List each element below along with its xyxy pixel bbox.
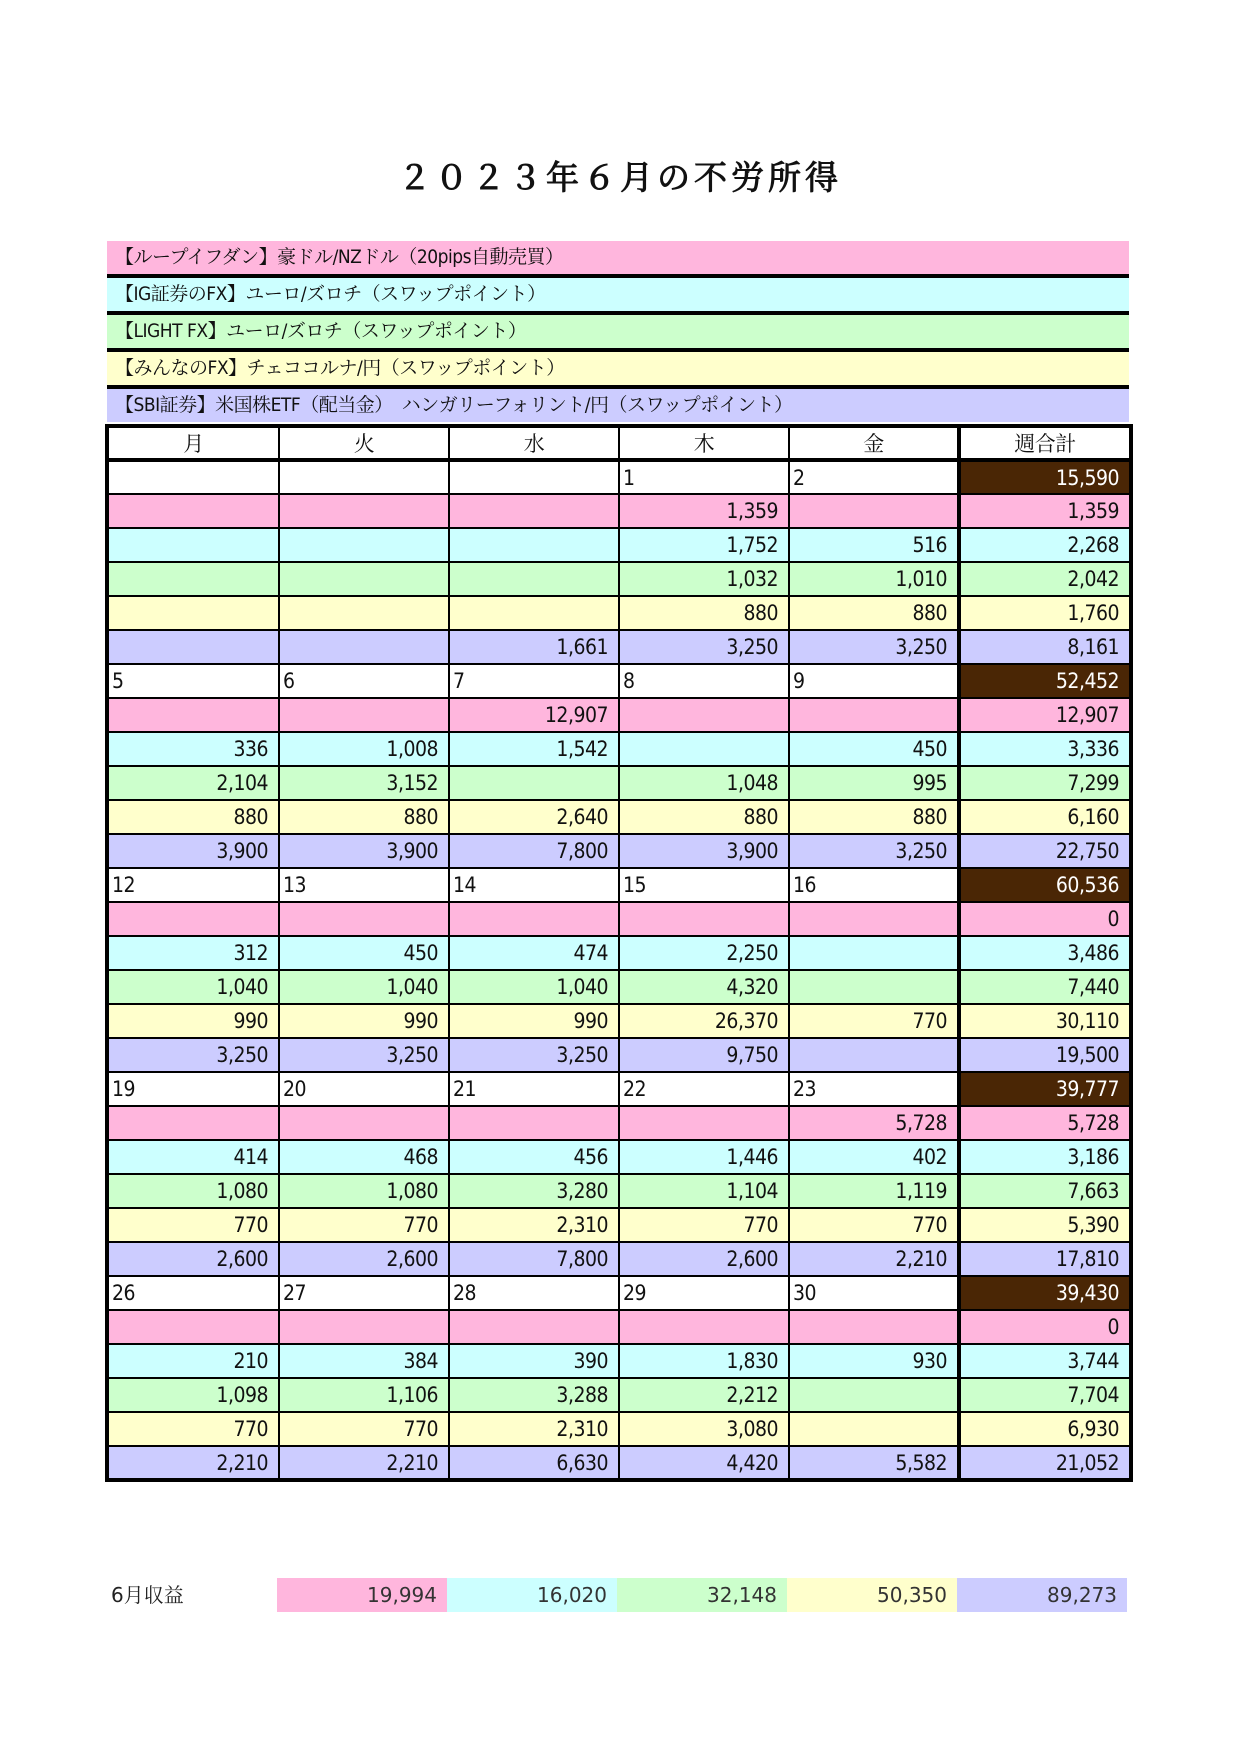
table-body	[107, 460, 1131, 1480]
summary-ig-fx: 16,020	[447, 1578, 617, 1612]
row-sum-cell: 30,110	[959, 1004, 1131, 1038]
income-cell: 3,250	[449, 1038, 619, 1072]
income-row-minna-fx	[107, 596, 1131, 630]
date-cell: 13	[279, 868, 449, 902]
week-date-row	[107, 664, 1131, 698]
income-cell	[107, 596, 279, 630]
income-cell: 7,800	[449, 1242, 619, 1276]
row-sum-cell: 2,268	[959, 528, 1131, 562]
income-cell	[449, 1310, 619, 1344]
income-cell	[107, 1106, 279, 1140]
row-sum-cell: 1,760	[959, 596, 1131, 630]
header-thu: 木	[619, 426, 789, 460]
income-cell: 5,728	[789, 1106, 959, 1140]
income-row-loop-ifdone	[107, 1310, 1131, 1344]
header-row	[107, 426, 1131, 460]
header-mon: 月	[107, 426, 279, 460]
date-cell: 29	[619, 1276, 789, 1310]
row-sum-cell: 3,744	[959, 1344, 1131, 1378]
row-sum-cell: 0	[959, 902, 1131, 936]
date-cell: 20	[279, 1072, 449, 1106]
income-cell: 880	[789, 596, 959, 630]
row-sum-cell: 5,728	[959, 1106, 1131, 1140]
income-row-minna-fx	[107, 1208, 1131, 1242]
week-date-row	[107, 1276, 1131, 1310]
income-cell: 1,080	[107, 1174, 279, 1208]
income-cell	[619, 732, 789, 766]
income-cell: 3,250	[279, 1038, 449, 1072]
header-tue: 火	[279, 426, 449, 460]
income-cell: 4,320	[619, 970, 789, 1004]
date-cell: 16	[789, 868, 959, 902]
row-sum-cell: 0	[959, 1310, 1131, 1344]
income-cell	[789, 494, 959, 528]
income-cell: 516	[789, 528, 959, 562]
income-row-ig-fx	[107, 1140, 1131, 1174]
summary-label: 6月収益	[111, 1583, 184, 1607]
income-cell: 1,106	[279, 1378, 449, 1412]
date-cell: 1	[619, 460, 789, 494]
income-cell	[107, 1310, 279, 1344]
income-cell: 930	[789, 1344, 959, 1378]
income-cell	[107, 528, 279, 562]
income-cell: 880	[107, 800, 279, 834]
legend-item-loop-ifdone: 【ループイフダン】豪ドル/NZドル（20pips自動売買）	[107, 241, 1129, 278]
income-cell	[449, 494, 619, 528]
row-sum-cell: 6,930	[959, 1412, 1131, 1446]
income-cell	[279, 698, 449, 732]
monthly-summary	[107, 1578, 1129, 1612]
income-cell	[107, 562, 279, 596]
income-row-light-fx	[107, 1378, 1131, 1412]
income-cell: 1,661	[449, 630, 619, 664]
income-cell: 390	[449, 1344, 619, 1378]
income-cell	[789, 902, 959, 936]
income-row-minna-fx	[107, 1004, 1131, 1038]
income-row-loop-ifdone	[107, 902, 1131, 936]
income-row-ig-fx	[107, 1344, 1131, 1378]
summary-minna-fx: 50,350	[787, 1578, 957, 1612]
income-cell: 336	[107, 732, 279, 766]
income-row-sbi	[107, 1242, 1131, 1276]
income-cell: 1,752	[619, 528, 789, 562]
income-cell	[107, 494, 279, 528]
income-cell: 880	[279, 800, 449, 834]
row-sum-cell: 3,486	[959, 936, 1131, 970]
date-cell: 26	[107, 1276, 279, 1310]
legend-item-sbi: 【SBI証券】米国株ETF（配当金） ハンガリーフォリント/円（スワップポイント）	[107, 389, 1129, 422]
income-cell	[789, 1310, 959, 1344]
week-date-row	[107, 1072, 1131, 1106]
income-cell: 1,446	[619, 1140, 789, 1174]
date-cell: 14	[449, 868, 619, 902]
income-cell	[279, 596, 449, 630]
income-cell: 468	[279, 1140, 449, 1174]
income-cell	[279, 902, 449, 936]
row-sum-cell: 22,750	[959, 834, 1131, 868]
week-date-row	[107, 460, 1131, 494]
income-cell: 2,310	[449, 1412, 619, 1446]
income-row-sbi	[107, 1446, 1131, 1480]
row-sum-cell: 5,390	[959, 1208, 1131, 1242]
income-cell	[619, 1310, 789, 1344]
income-cell: 2,250	[619, 936, 789, 970]
income-cell: 880	[619, 596, 789, 630]
income-cell: 1,040	[449, 970, 619, 1004]
income-cell	[279, 630, 449, 664]
income-cell: 1,048	[619, 766, 789, 800]
row-sum-cell: 7,299	[959, 766, 1131, 800]
week-total: 52,452	[959, 664, 1131, 698]
income-cell	[279, 494, 449, 528]
income-cell: 990	[449, 1004, 619, 1038]
income-cell: 12,907	[449, 698, 619, 732]
income-cell: 3,280	[449, 1174, 619, 1208]
week-total: 39,430	[959, 1276, 1131, 1310]
date-cell: 30	[789, 1276, 959, 1310]
legend-item-ig-fx: 【IG証券のFX】ユーロ/ズロチ（スワップポイント）	[107, 278, 1129, 315]
date-cell: 6	[279, 664, 449, 698]
income-cell	[449, 528, 619, 562]
income-row-minna-fx	[107, 1412, 1131, 1446]
header-fri: 金	[789, 426, 959, 460]
income-cell: 2,600	[279, 1242, 449, 1276]
income-cell: 1,098	[107, 1378, 279, 1412]
date-cell: 2	[789, 460, 959, 494]
date-cell: 23	[789, 1072, 959, 1106]
income-cell: 770	[619, 1208, 789, 1242]
income-cell: 770	[107, 1412, 279, 1446]
income-cell: 3,080	[619, 1412, 789, 1446]
income-cell: 1,359	[619, 494, 789, 528]
income-row-loop-ifdone	[107, 1106, 1131, 1140]
income-cell	[619, 1106, 789, 1140]
row-sum-cell: 7,704	[959, 1378, 1131, 1412]
income-cell: 2,640	[449, 800, 619, 834]
income-cell: 2,210	[279, 1446, 449, 1480]
income-cell: 1,032	[619, 562, 789, 596]
income-row-ig-fx	[107, 528, 1131, 562]
income-cell: 1,080	[279, 1174, 449, 1208]
income-cell: 3,900	[107, 834, 279, 868]
income-cell: 312	[107, 936, 279, 970]
income-cell: 2,210	[789, 1242, 959, 1276]
income-cell: 3,250	[107, 1038, 279, 1072]
date-cell: 27	[279, 1276, 449, 1310]
row-sum-cell: 7,440	[959, 970, 1131, 1004]
date-cell	[449, 460, 619, 494]
income-cell: 770	[107, 1208, 279, 1242]
week-total: 60,536	[959, 868, 1131, 902]
income-cell: 3,250	[789, 834, 959, 868]
income-cell	[619, 698, 789, 732]
income-cell: 402	[789, 1140, 959, 1174]
income-cell	[789, 936, 959, 970]
income-cell: 3,250	[619, 630, 789, 664]
income-cell: 2,104	[107, 766, 279, 800]
summary-sbi: 89,273	[957, 1578, 1127, 1612]
income-row-light-fx	[107, 970, 1131, 1004]
income-cell: 1,119	[789, 1174, 959, 1208]
date-cell: 7	[449, 664, 619, 698]
income-cell	[449, 596, 619, 630]
income-cell: 210	[107, 1344, 279, 1378]
week-total: 15,590	[959, 460, 1131, 494]
income-row-minna-fx	[107, 800, 1131, 834]
date-cell: 28	[449, 1276, 619, 1310]
income-cell: 3,250	[789, 630, 959, 664]
income-cell: 3,152	[279, 766, 449, 800]
row-sum-cell: 12,907	[959, 698, 1131, 732]
income-calendar-table	[105, 424, 1133, 1482]
income-row-ig-fx	[107, 936, 1131, 970]
income-row-light-fx	[107, 562, 1131, 596]
income-row-loop-ifdone	[107, 494, 1131, 528]
header-week-total: 週合計	[959, 426, 1131, 460]
date-cell: 22	[619, 1072, 789, 1106]
row-sum-cell: 3,336	[959, 732, 1131, 766]
income-cell: 384	[279, 1344, 449, 1378]
income-cell	[789, 1038, 959, 1072]
income-cell	[107, 902, 279, 936]
income-cell: 880	[619, 800, 789, 834]
income-cell	[789, 1378, 959, 1412]
legend-item-minna-fx: 【みんなのFX】チェココルナ/円（スワップポイント）	[107, 352, 1129, 389]
date-cell: 15	[619, 868, 789, 902]
income-cell	[789, 970, 959, 1004]
week-total: 39,777	[959, 1072, 1131, 1106]
row-sum-cell: 3,186	[959, 1140, 1131, 1174]
row-sum-cell: 7,663	[959, 1174, 1131, 1208]
income-cell: 1,040	[279, 970, 449, 1004]
income-cell: 990	[279, 1004, 449, 1038]
row-sum-cell: 1,359	[959, 494, 1131, 528]
income-cell: 3,288	[449, 1378, 619, 1412]
row-sum-cell: 8,161	[959, 630, 1131, 664]
income-cell: 6,630	[449, 1446, 619, 1480]
income-cell	[279, 528, 449, 562]
legend	[107, 241, 1129, 422]
income-cell: 1,040	[107, 970, 279, 1004]
legend-item-light-fx: 【LIGHT FX】ユーロ/ズロチ（スワップポイント）	[107, 315, 1129, 352]
income-cell: 770	[279, 1412, 449, 1446]
date-cell: 12	[107, 868, 279, 902]
income-cell	[449, 902, 619, 936]
income-row-light-fx	[107, 766, 1131, 800]
income-cell: 770	[789, 1208, 959, 1242]
income-cell: 3,900	[279, 834, 449, 868]
row-sum-cell: 19,500	[959, 1038, 1131, 1072]
income-cell: 474	[449, 936, 619, 970]
income-cell	[449, 562, 619, 596]
income-cell: 880	[789, 800, 959, 834]
income-row-loop-ifdone	[107, 698, 1131, 732]
income-cell: 770	[279, 1208, 449, 1242]
income-cell	[619, 902, 789, 936]
income-cell: 2,212	[619, 1378, 789, 1412]
income-cell: 2,600	[619, 1242, 789, 1276]
date-cell: 9	[789, 664, 959, 698]
income-row-sbi	[107, 630, 1131, 664]
income-cell: 1,830	[619, 1344, 789, 1378]
income-row-light-fx	[107, 1174, 1131, 1208]
income-cell: 1,010	[789, 562, 959, 596]
summary-light-fx: 32,148	[617, 1578, 787, 1612]
income-cell	[279, 1310, 449, 1344]
income-cell: 2,210	[107, 1446, 279, 1480]
income-cell: 26,370	[619, 1004, 789, 1038]
row-sum-cell: 6,160	[959, 800, 1131, 834]
income-cell: 456	[449, 1140, 619, 1174]
income-cell	[449, 1106, 619, 1140]
date-cell: 21	[449, 1072, 619, 1106]
income-cell	[279, 562, 449, 596]
row-sum-cell: 17,810	[959, 1242, 1131, 1276]
income-row-ig-fx	[107, 732, 1131, 766]
header-wed: 水	[449, 426, 619, 460]
income-cell: 450	[789, 732, 959, 766]
income-cell: 414	[107, 1140, 279, 1174]
income-cell: 2,310	[449, 1208, 619, 1242]
income-cell: 770	[789, 1004, 959, 1038]
income-cell	[279, 1106, 449, 1140]
income-cell	[789, 698, 959, 732]
page-title: ２０２３年６月の不労所得	[398, 158, 842, 197]
income-cell	[449, 766, 619, 800]
week-date-row	[107, 868, 1131, 902]
summary-loop-ifdone: 19,994	[277, 1578, 447, 1612]
income-cell: 2,600	[107, 1242, 279, 1276]
income-row-sbi	[107, 834, 1131, 868]
income-cell: 450	[279, 936, 449, 970]
income-cell	[789, 1412, 959, 1446]
income-cell: 990	[107, 1004, 279, 1038]
income-cell: 1,008	[279, 732, 449, 766]
income-cell	[107, 630, 279, 664]
income-cell: 1,542	[449, 732, 619, 766]
date-cell	[279, 460, 449, 494]
date-cell: 19	[107, 1072, 279, 1106]
income-row-sbi	[107, 1038, 1131, 1072]
income-cell: 7,800	[449, 834, 619, 868]
income-cell	[107, 698, 279, 732]
income-cell: 3,900	[619, 834, 789, 868]
income-cell: 1,104	[619, 1174, 789, 1208]
date-cell	[107, 460, 279, 494]
date-cell: 8	[619, 664, 789, 698]
income-cell: 5,582	[789, 1446, 959, 1480]
row-sum-cell: 21,052	[959, 1446, 1131, 1480]
income-cell: 9,750	[619, 1038, 789, 1072]
income-cell: 4,420	[619, 1446, 789, 1480]
date-cell: 5	[107, 664, 279, 698]
income-cell: 995	[789, 766, 959, 800]
row-sum-cell: 2,042	[959, 562, 1131, 596]
